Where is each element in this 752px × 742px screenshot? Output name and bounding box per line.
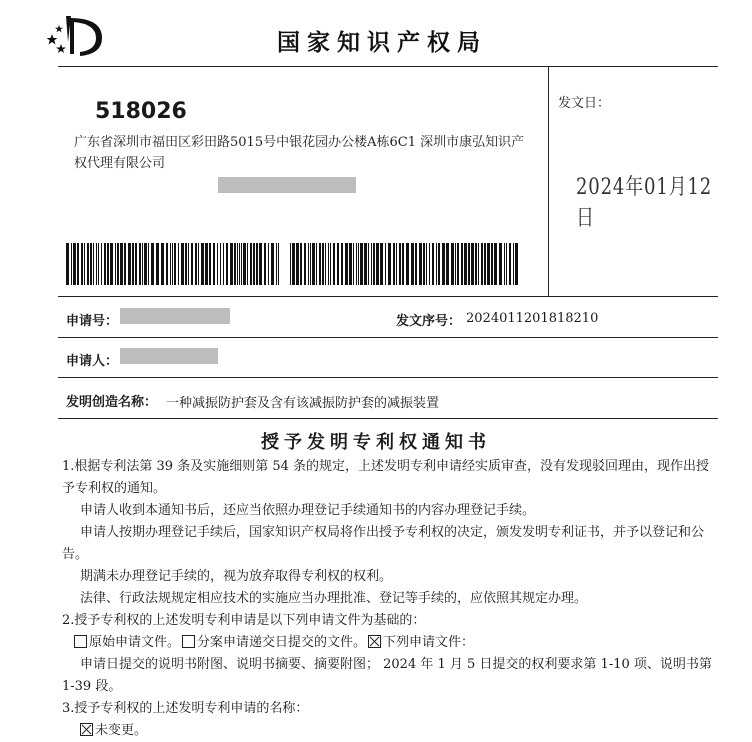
redacted-recipient-name [218, 177, 356, 193]
row-rule-2 [58, 377, 718, 378]
dispatch-serial-label: 发文序号： [396, 314, 462, 329]
option-unchanged: 未变更。 [95, 723, 148, 738]
invention-name-label: 发明创造名称： [66, 395, 158, 410]
postal-code: 518026 [95, 99, 187, 124]
option-following-docs: 下列申请文件： [383, 635, 475, 650]
dispatch-serial-value: 2024011201818210 [466, 311, 599, 326]
paragraph-4: 期满未办理登记手续的，视为放弃取得专利权的权利。 [80, 569, 393, 584]
barcode-left [66, 243, 280, 285]
header-bottom-rule [58, 296, 718, 297]
application-no-label: 申请号： [66, 314, 119, 329]
paragraph-6: 2.授予专利权的上述发明专利申请是以下列申请文件为基础的： [62, 613, 426, 628]
redacted-application-no [120, 308, 230, 324]
dispatch-date-label: 发文日： [558, 96, 611, 111]
document-basis-options [62, 632, 722, 654]
row-rule-3 [58, 418, 718, 419]
paragraph-1: 1.根据专利法第 39 条及实施细则第 54 条的规定，上述发明专利申请经实质审查，没有发现驳回理由，现作出授予专利权的通知。 [62, 459, 710, 496]
name-unchanged-option [62, 720, 722, 742]
paragraph-2: 申请人收到本通知书后，还应当依照办理登记手续通知书的内容办理登记手续。 [80, 503, 536, 518]
dispatch-date: 2024年01月12日 [576, 175, 713, 231]
option-divisional-docs: 分案申请递交日提交的文件。 [197, 635, 367, 650]
barcode-right [290, 243, 518, 285]
paragraph-5: 法律、行政法规规定相应技术的实施应当办理批准、登记等手续的，应依照其规定办理。 [80, 591, 588, 606]
checkbox-divisional-docs [182, 635, 195, 648]
checkbox-original-docs [74, 635, 87, 648]
paragraph-8: 3.授予专利权的上述发明专利申请的名称： [62, 701, 309, 716]
option-original-docs: 原始申请文件。 [89, 635, 181, 650]
checkbox-following-docs [368, 635, 381, 648]
paragraph-7: 申请日提交的说明书附图、说明书摘要、摘要附图； 2024 年 1 月 5 日提交的权利要求第 1-10 项、说明书第 1-39 段。 [62, 657, 712, 694]
redacted-applicant [120, 348, 218, 364]
invention-name-value: 一种减振防护套及含有该减振防护套的减振装置 [166, 396, 440, 411]
row-rule-1 [58, 337, 718, 338]
notice-body [62, 456, 722, 742]
office-name: 国家知识产权局 [277, 30, 487, 56]
header-top-rule [58, 66, 718, 67]
applicant-label: 申请人： [66, 354, 119, 369]
cnipa-logo [44, 12, 108, 56]
recipient-address: 广东省深圳市福田区彩田路5015号中银花园办公楼A栋6C1 深圳市康弘知识产权代理有限公司 [74, 135, 525, 171]
checkbox-unchanged [80, 723, 93, 736]
notice-title: 授予发明专利权通知书 [261, 432, 491, 453]
header-divider [548, 66, 549, 296]
paragraph-3: 申请人按期办理登记手续后，国家知识产权局将作出授予专利权的决定，颁发发明专利证书，并予以登记和公告。 [62, 525, 705, 562]
